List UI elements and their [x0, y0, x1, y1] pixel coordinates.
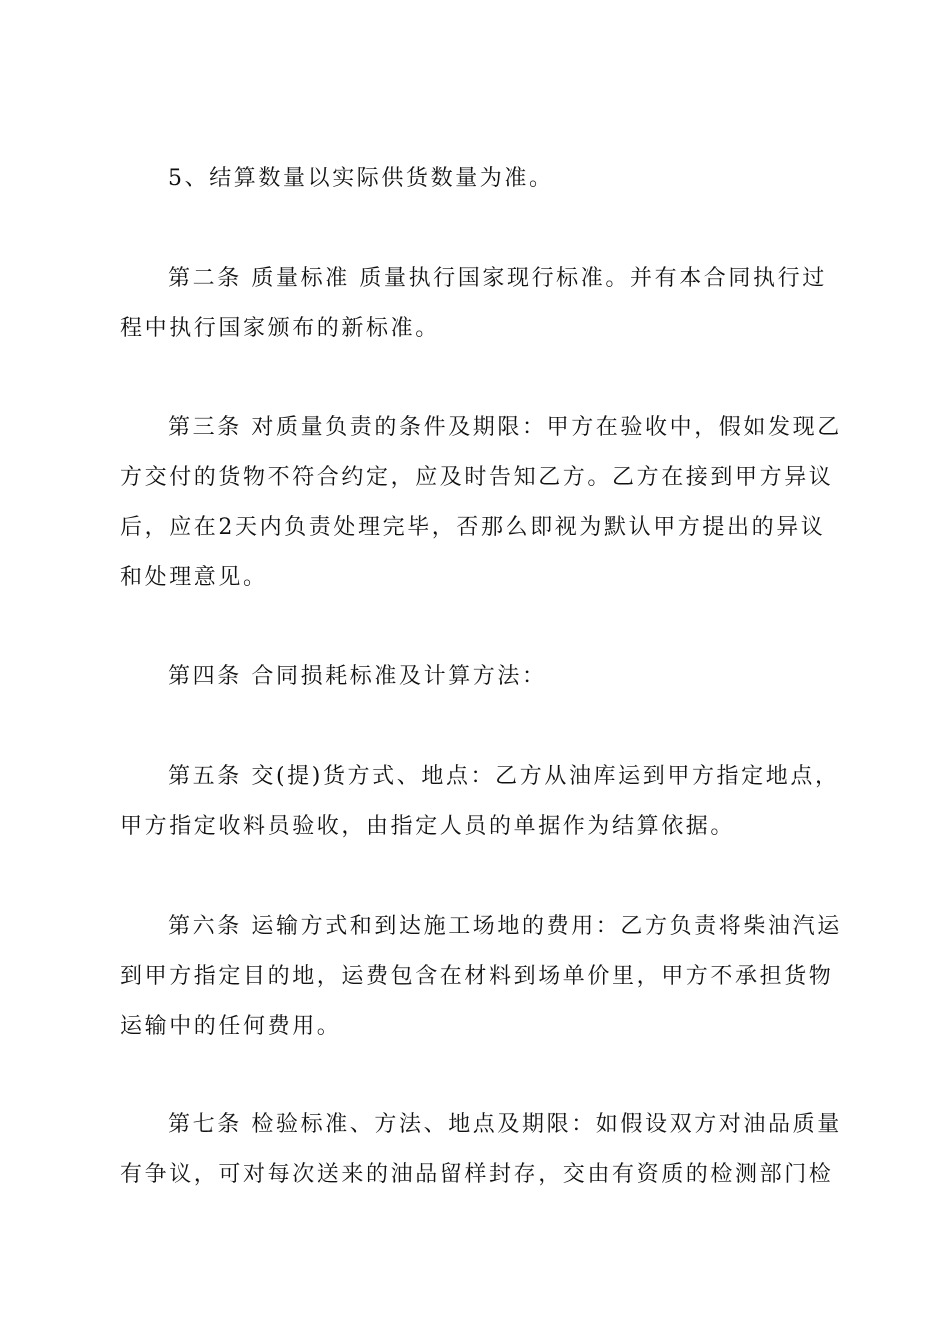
paragraph-line: 程中执行国家颁布的新标准。	[120, 316, 440, 341]
paragraph-line: 第五条 交(提)货方式、地点：乙方从油库运到甲方指定地点，	[168, 764, 840, 789]
paragraph-line: 到甲方指定目的地，运费包含在材料到场单价里，甲方不承担货物	[120, 964, 834, 989]
paragraph-line: 方交付的货物不符合约定，应及时告知乙方。乙方在接到甲方异议	[120, 465, 834, 490]
paragraph-line: 运输中的任何费用。	[120, 1014, 342, 1039]
paragraph-line: 第六条 运输方式和到达施工场地的费用：乙方负责将柴油汽运	[168, 914, 842, 939]
paragraph-line: 第四条 合同损耗标准及计算方法：	[168, 664, 547, 689]
paragraph-line: 和处理意见。	[120, 565, 268, 590]
paragraph-line: 后，应在2天内负责处理完毕，否那么即视为默认甲方提出的异议	[120, 515, 826, 540]
paragraph-settlement-quantity	[120, 162, 832, 196]
paragraph-article-3-quality-responsibility	[120, 411, 842, 595]
paragraph-article-6-transport	[120, 910, 842, 1044]
paragraph-line: 第七条 检验标准、方法、地点及期限：如假设双方对油品质量	[168, 1112, 842, 1137]
paragraph-line: 第三条 对质量负责的条件及期限：甲方在验收中，假如发现乙	[168, 415, 842, 440]
paragraph-line: 第二条 质量标准 质量执行国家现行标准。并有本合同执行过	[168, 266, 827, 291]
paragraph-line: 有争议，可对每次送来的油品留样封存，交由有资质的检测部门检	[120, 1162, 834, 1187]
paragraph-line: 甲方指定收料员验收，由指定人员的单据作为结算依据。	[120, 814, 736, 839]
paragraph-line: 5、结算数量以实际供货数量为准。	[168, 166, 554, 191]
paragraph-article-5-delivery	[120, 760, 840, 844]
paragraph-article-7-inspection	[120, 1108, 842, 1192]
paragraph-article-4-loss-standard	[120, 660, 832, 694]
paragraph-article-2-quality-standard	[120, 262, 832, 346]
